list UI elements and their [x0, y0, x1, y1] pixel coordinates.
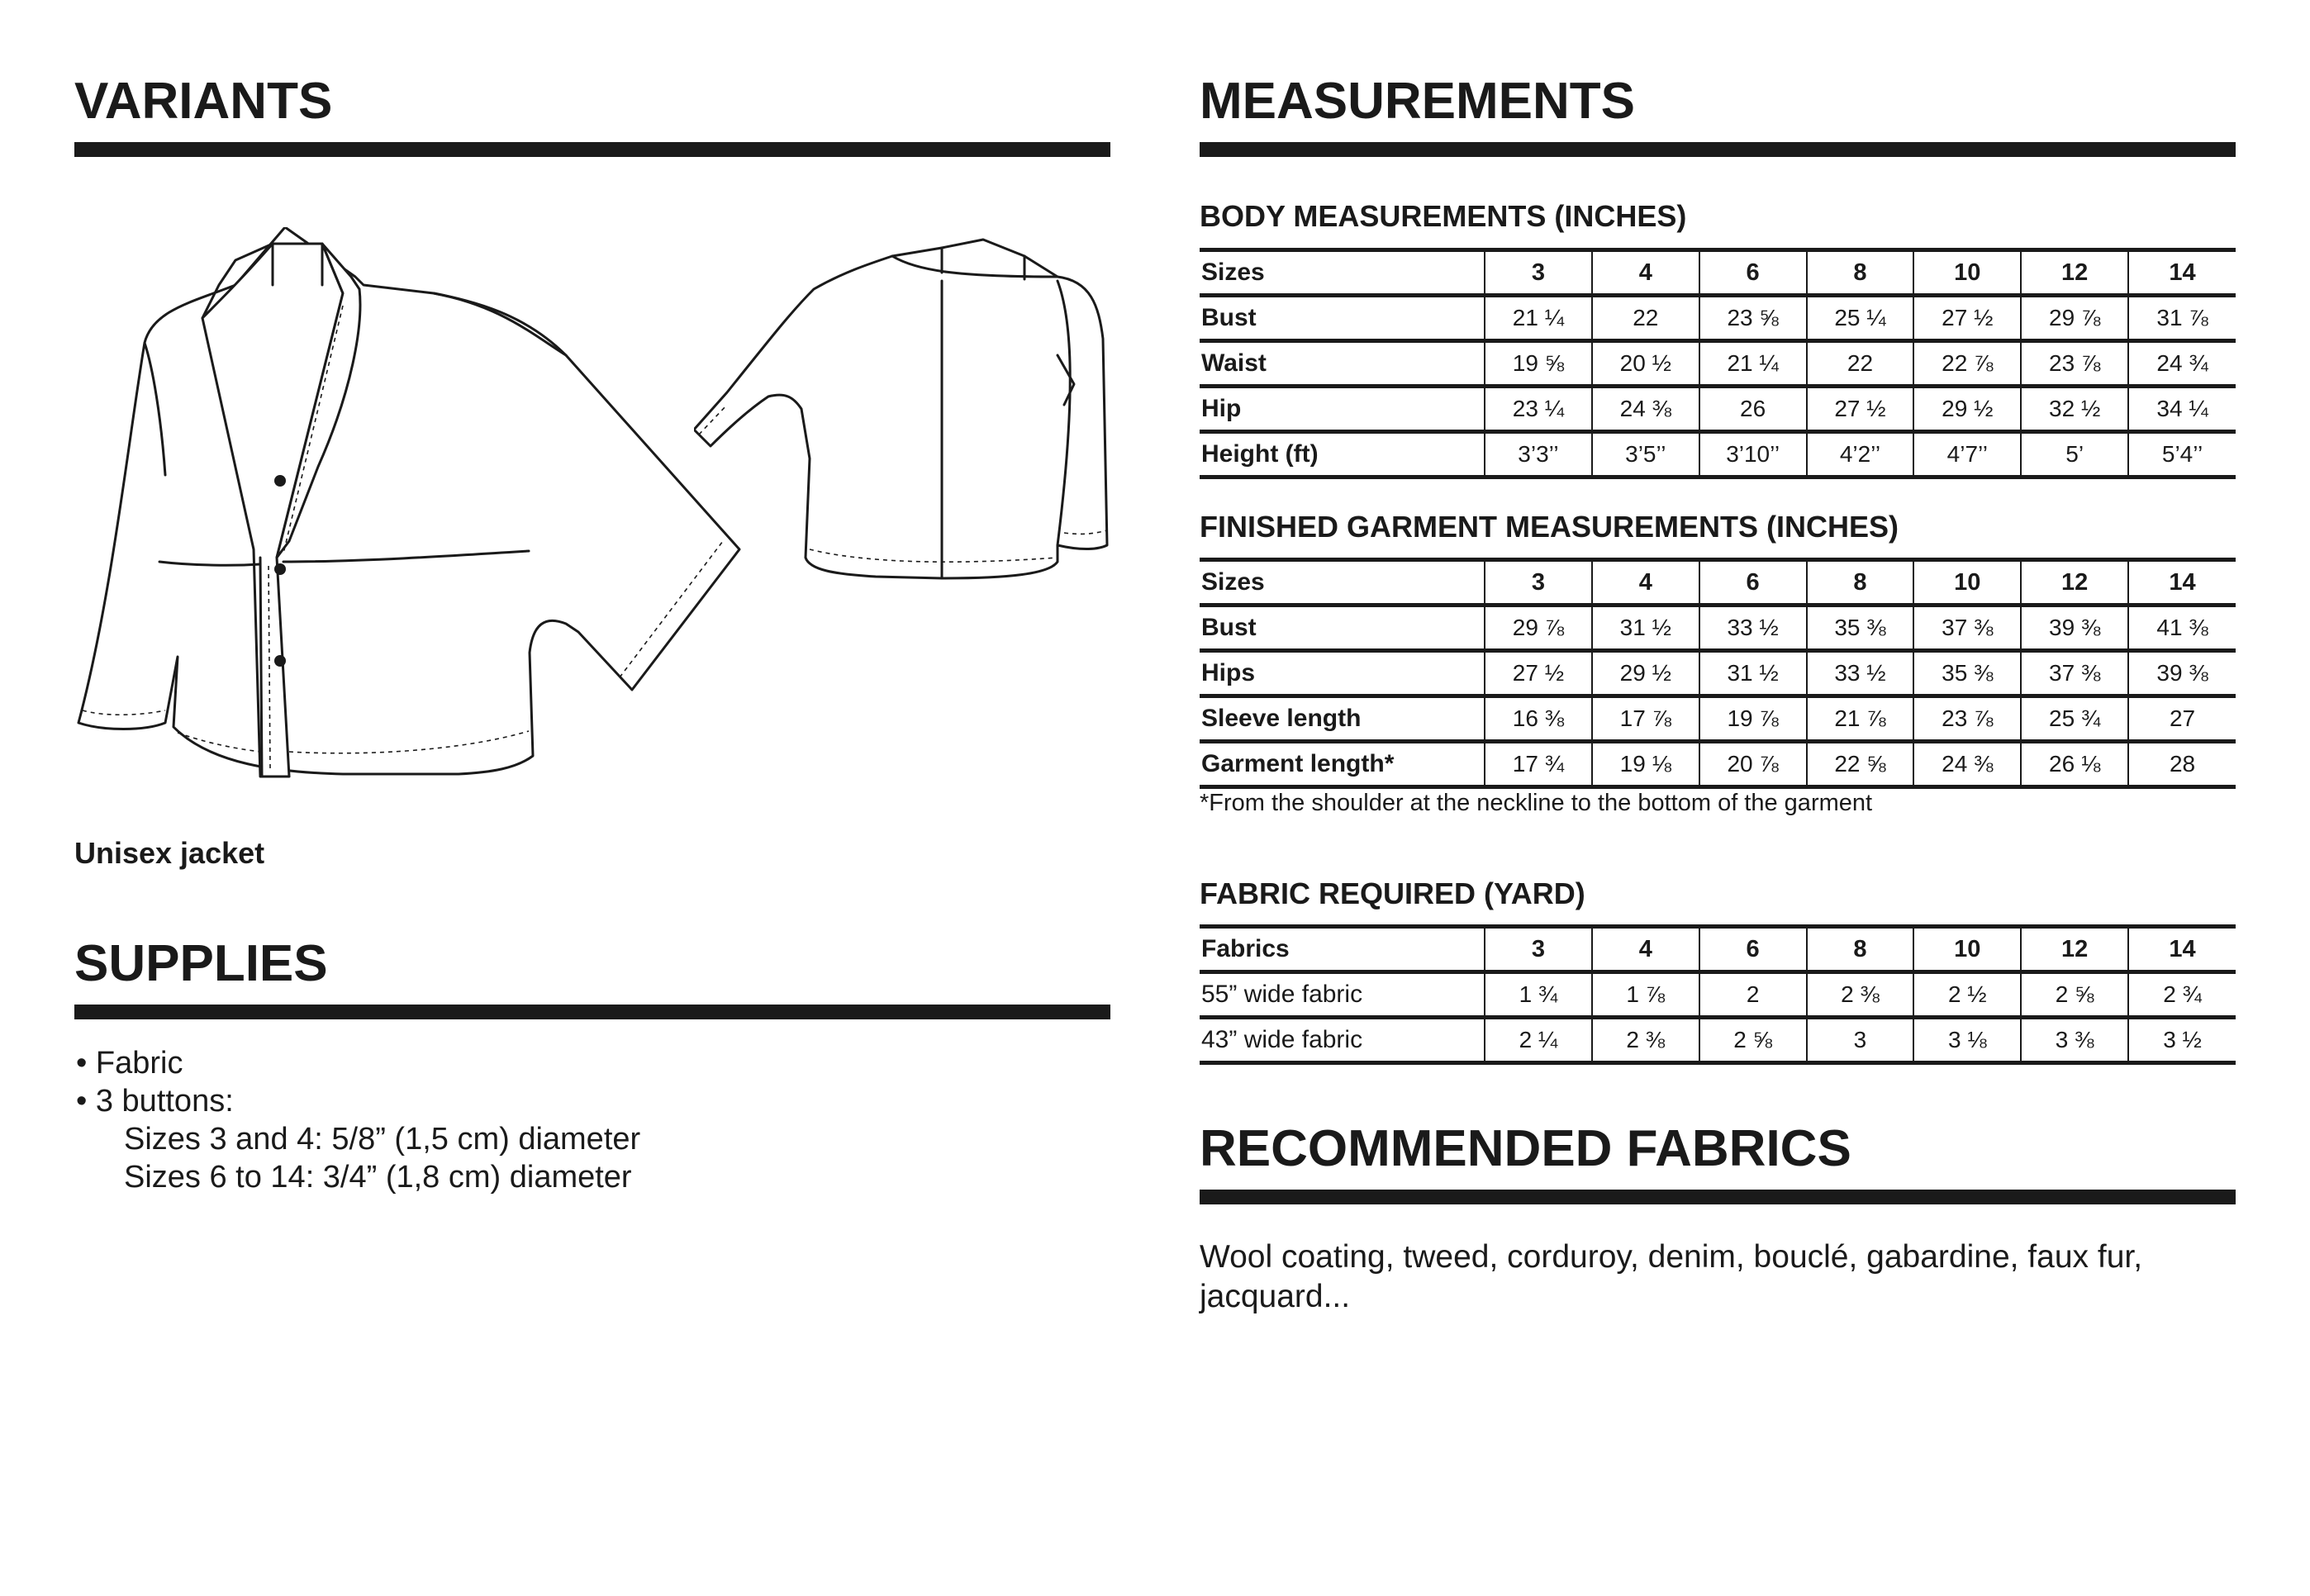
table-cell: 3’5’’ — [1592, 432, 1699, 477]
table-cell: 39 ⅜ — [2021, 606, 2128, 651]
size-header: 6 — [1699, 927, 1807, 972]
supply-item: Sizes 6 to 14: 3/4” (1,8 cm) diameter — [124, 1160, 632, 1195]
table-cell: 2 ⅝ — [1699, 1018, 1807, 1063]
table-row — [1200, 296, 2236, 341]
table-cell: 29 ⅞ — [2021, 296, 2128, 341]
table-cell: 2 ⅜ — [1592, 1018, 1699, 1063]
size-header: 10 — [1913, 560, 2021, 606]
table-cell: 16 ⅜ — [1485, 696, 1592, 742]
table-header-row — [1200, 560, 2236, 606]
table-header-row — [1200, 250, 2236, 296]
size-header: 4 — [1592, 560, 1699, 606]
table-cell: 22 — [1592, 296, 1699, 341]
table-cell: 24 ¾ — [2128, 341, 2236, 387]
table-cell: 26 ⅛ — [2021, 742, 2128, 787]
supplies-title: SUPPLIES — [74, 935, 328, 992]
size-header: 14 — [2128, 250, 2236, 296]
table-cell: 20 ⅞ — [1699, 742, 1807, 787]
table-cell: 34 ¼ — [2128, 387, 2236, 432]
table-cell: 25 ¼ — [1807, 296, 1914, 341]
table-row — [1200, 696, 2236, 742]
body-measurements-title: BODY MEASUREMENTS (INCHES) — [1200, 199, 1687, 233]
table-cell: 27 — [2128, 696, 2236, 742]
table-cell: 37 ⅜ — [2021, 651, 2128, 696]
table-cell: 21 ¼ — [1485, 296, 1592, 341]
size-header: 3 — [1485, 927, 1592, 972]
table-cell: 23 ¼ — [1485, 387, 1592, 432]
column-header-label: Sizes — [1200, 560, 1485, 606]
measurements-title-rule — [1200, 142, 2236, 157]
table-header-row — [1200, 927, 2236, 972]
table-cell: 5’ — [2021, 432, 2128, 477]
table-cell: 2 ⅜ — [1807, 972, 1914, 1018]
recommended-fabrics-rule — [1200, 1190, 2236, 1204]
table-row — [1200, 432, 2236, 477]
table-cell: 31 ½ — [1592, 606, 1699, 651]
table-cell: 33 ½ — [1807, 651, 1914, 696]
table-cell: 19 ⅛ — [1592, 742, 1699, 787]
table-row — [1200, 606, 2236, 651]
finished-measurements-title: FINISHED GARMENT MEASUREMENTS (INCHES) — [1200, 510, 1899, 544]
table-cell: 3 ⅛ — [1913, 1018, 2021, 1063]
size-header: 8 — [1807, 560, 1914, 606]
size-header: 10 — [1913, 927, 2021, 972]
supplies-title-rule — [74, 1005, 1110, 1019]
table-cell: 1 ⅞ — [1592, 972, 1699, 1018]
table-cell: 25 ¾ — [2021, 696, 2128, 742]
supply-item: • 3 buttons: — [76, 1084, 234, 1119]
row-label: Hips — [1200, 651, 1485, 696]
variants-title: VARIANTS — [74, 73, 333, 130]
row-label: Hip — [1200, 387, 1485, 432]
table-cell: 23 ⅞ — [2021, 341, 2128, 387]
size-header: 6 — [1699, 250, 1807, 296]
table-row — [1200, 387, 2236, 432]
table-cell: 3’3’’ — [1485, 432, 1592, 477]
table-cell: 26 — [1699, 387, 1807, 432]
size-header: 3 — [1485, 250, 1592, 296]
size-header: 4 — [1592, 927, 1699, 972]
row-label: Bust — [1200, 606, 1485, 651]
table-row — [1200, 972, 2236, 1018]
table-cell: 17 ⅞ — [1592, 696, 1699, 742]
fabric-required-title: FABRIC REQUIRED (YARD) — [1200, 876, 1585, 910]
table-cell: 37 ⅜ — [1913, 606, 2021, 651]
table-cell: 2 ⅝ — [2021, 972, 2128, 1018]
table-cell: 2 — [1699, 972, 1807, 1018]
table-cell: 19 ⅝ — [1485, 341, 1592, 387]
table-row — [1200, 341, 2236, 387]
table-cell: 2 ½ — [1913, 972, 2021, 1018]
row-label: Waist — [1200, 341, 1485, 387]
size-header: 8 — [1807, 927, 1914, 972]
table-cell: 3 ½ — [2128, 1018, 2236, 1063]
table-cell: 3 ⅜ — [2021, 1018, 2128, 1063]
table-cell: 35 ⅜ — [1807, 606, 1914, 651]
table-cell: 32 ½ — [2021, 387, 2128, 432]
table-cell: 3’10’’ — [1699, 432, 1807, 477]
table-cell: 29 ½ — [1592, 651, 1699, 696]
size-header: 6 — [1699, 560, 1807, 606]
size-header: 3 — [1485, 560, 1592, 606]
table-cell: 33 ½ — [1699, 606, 1807, 651]
table-cell: 27 ½ — [1913, 296, 2021, 341]
table-cell: 35 ⅜ — [1913, 651, 2021, 696]
table-cell: 28 — [2128, 742, 2236, 787]
table-cell: 20 ½ — [1592, 341, 1699, 387]
table-cell: 27 ½ — [1485, 651, 1592, 696]
row-label: 43” wide fabric — [1200, 1018, 1485, 1063]
table-cell: 2 ¾ — [2128, 972, 2236, 1018]
supply-item: • Fabric — [76, 1046, 183, 1081]
table-cell: 31 ⅞ — [2128, 296, 2236, 341]
table-cell: 19 ⅞ — [1699, 696, 1807, 742]
size-header: 12 — [2021, 560, 2128, 606]
table-cell: 2 ¼ — [1485, 1018, 1592, 1063]
measurements-title: MEASUREMENTS — [1200, 73, 1636, 130]
size-header: 12 — [2021, 250, 2128, 296]
column-header-label: Sizes — [1200, 250, 1485, 296]
table-cell: 5’4’’ — [2128, 432, 2236, 477]
table-cell: 4’7’’ — [1913, 432, 2021, 477]
size-header: 12 — [2021, 927, 2128, 972]
table-cell: 27 ½ — [1807, 387, 1914, 432]
fabric-required-table — [1200, 924, 2236, 1065]
table-cell: 31 ½ — [1699, 651, 1807, 696]
row-label: Garment length* — [1200, 742, 1485, 787]
table-row — [1200, 651, 2236, 696]
table-cell: 4’2’’ — [1807, 432, 1914, 477]
table-cell: 21 ¼ — [1699, 341, 1807, 387]
table-cell: 21 ⅞ — [1807, 696, 1914, 742]
variant-caption: Unisex jacket — [74, 836, 265, 870]
table-row — [1200, 1018, 2236, 1063]
supplies-list — [76, 1044, 640, 1196]
table-cell: 22 — [1807, 341, 1914, 387]
table-cell: 17 ¾ — [1485, 742, 1592, 787]
table-cell: 39 ⅜ — [2128, 651, 2236, 696]
table-cell: 29 ⅞ — [1485, 606, 1592, 651]
table-cell: 22 ⅞ — [1913, 341, 2021, 387]
table-cell: 1 ¾ — [1485, 972, 1592, 1018]
body-measurements-table — [1200, 248, 2236, 479]
table-cell: 3 — [1807, 1018, 1914, 1063]
size-header: 14 — [2128, 560, 2236, 606]
finished-measurements-note: *From the shoulder at the neckline to the bottom of the garment — [1200, 790, 1873, 816]
table-cell: 24 ⅜ — [1592, 387, 1699, 432]
size-header: 14 — [2128, 927, 2236, 972]
finished-measurements-table — [1200, 558, 2236, 789]
row-label: Sleeve length — [1200, 696, 1485, 742]
row-label: Height (ft) — [1200, 432, 1485, 477]
table-row — [1200, 742, 2236, 787]
size-header: 10 — [1913, 250, 2021, 296]
jacket-back-illustration — [694, 231, 1115, 587]
table-cell: 41 ⅜ — [2128, 606, 2236, 651]
row-label: 55” wide fabric — [1200, 972, 1485, 1018]
jacket-front-illustration — [70, 227, 748, 789]
recommended-fabrics-text: Wool coating, tweed, corduroy, denim, bouclé, gabardine, faux fur, jacquard... — [1200, 1239, 2143, 1314]
table-cell: 22 ⅝ — [1807, 742, 1914, 787]
size-header: 8 — [1807, 250, 1914, 296]
size-header: 4 — [1592, 250, 1699, 296]
table-cell: 29 ½ — [1913, 387, 2021, 432]
table-cell: 23 ⅞ — [1913, 696, 2021, 742]
variants-title-rule — [74, 142, 1110, 157]
column-header-label: Fabrics — [1200, 927, 1485, 972]
table-cell: 23 ⅝ — [1699, 296, 1807, 341]
table-cell: 24 ⅜ — [1913, 742, 2021, 787]
recommended-fabrics-title: RECOMMENDED FABRICS — [1200, 1120, 1851, 1177]
row-label: Bust — [1200, 296, 1485, 341]
supply-item: Sizes 3 and 4: 5/8” (1,5 cm) diameter — [124, 1122, 641, 1157]
